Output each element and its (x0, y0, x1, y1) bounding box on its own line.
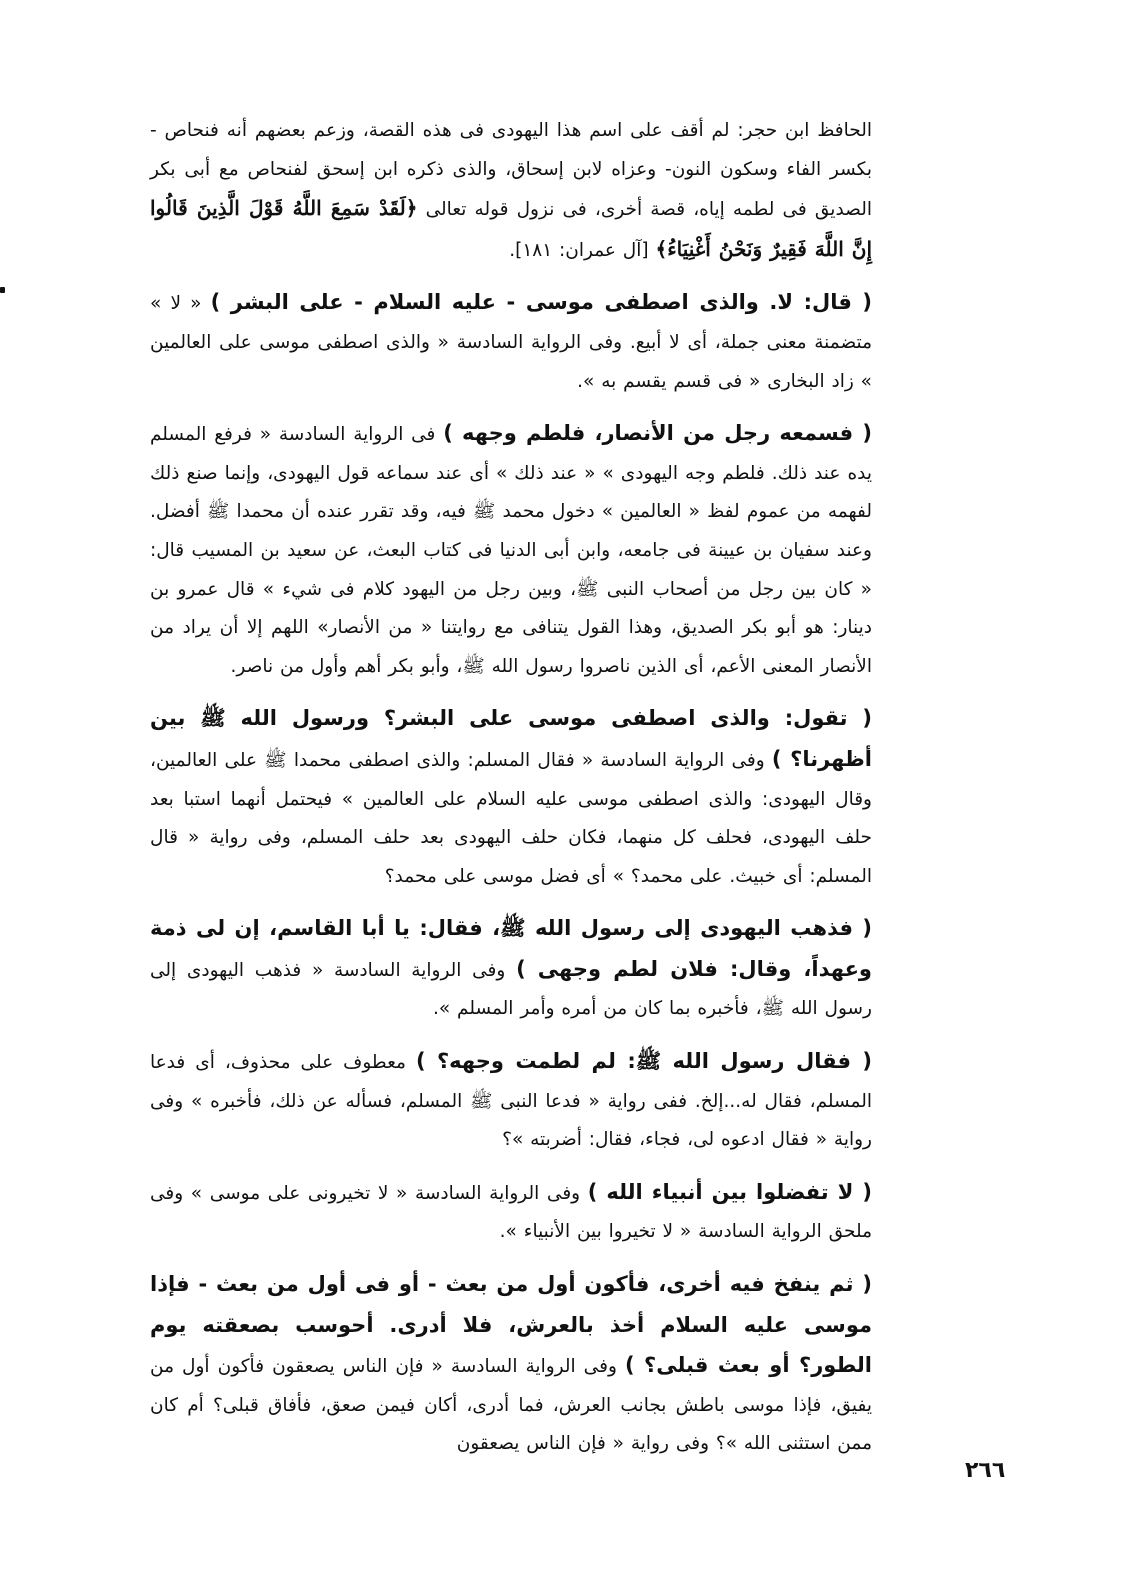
paragraph-text: « لا » متضمنة معنى جملة، أى لا أبيع. وفى الرواية السادسة « والذى اصطفى موسى على العالمين » زاد البخارى « فى قسم يقسم به ». (150, 293, 872, 392)
paragraph-5 (150, 909, 872, 1029)
paragraph-text: معطوف على محذوف، أى فدعا المسلم، فقال له...إلخ. ففى رواية « فدعا النبى ﷺ المسلم، فسأله عن ذلك، فأخبره » وفى رواية « فقال ادعوه لى، فجاء، فقال: أضربته »؟ (150, 1052, 872, 1151)
paragraph-3 (150, 414, 872, 686)
paragraph-4 (150, 699, 872, 896)
margin-mark (0, 287, 5, 293)
paragraph-8 (150, 1265, 872, 1464)
paragraph-6 (150, 1042, 872, 1160)
paragraph-text: الحافظ ابن حجر: لم أقف على اسم هذا اليهودى فى هذه القصة، وزعم بعضهم أنه فنحاص - بكسر الفاء وسكون النون- وعزاه لابن إسحاق، والذى ذكره ابن إسحق لفنحاص مع أبى بكر الصديق فى لطمه إياه، قصة أخرى، فى نزول قوله تعالى (150, 120, 872, 221)
paragraph-heading: ( قال: لا. والذى اصطفى موسى - عليه السلام - على البشر ) (210, 290, 872, 315)
paragraph-heading: ( لا تفضلوا بين أنبياء الله ) (587, 1179, 872, 1204)
paragraph-1 (150, 112, 872, 270)
paragraph-heading: ( فسمعه رجل من الأنصار، فلطم وجهه ) (443, 421, 872, 446)
page-body (150, 112, 872, 1464)
paragraph-text: فى الرواية السادسة « فرفع المسلم يده عند ذلك. فلطم وجه اليهودى » « عند ذلك » أى عند سماعه قول اليهودى، وإنما صنع ذلك لفهمه من عموم لفظ « العالمين » دخول محمد ﷺ فيه، وقد تقرر عنده أن محمدا ﷺ أفضل. وعند سفيان بن عيينة فى جامعه، وابن أبى الدنيا فى كتاب البعث، عن سعيد بن المسيب قال: « كان بين رجل من أصحاب النبى ﷺ، وبين رجل من اليهود كلام فى شيء » قال عمرو بن دينار: هو أبو بكر الصديق، وهذا القول يتنافى مع روايتنا « من الأنصار» اللهم إلا أن يراد من الأنصار المعنى الأعم، أى الذين ناصروا رسول الله ﷺ، وأبو بكر أهم وأول من ناصر. (150, 424, 872, 677)
paragraph-heading: ( تقول: والذى اصطفى موسى على البشر؟ ورسول الله ﷺ بين أظهرنا؟ ) (150, 706, 872, 771)
paragraph-text: وفى الرواية السادسة « لا تخيرونى على موسى » وفى ملحق الرواية السادسة « لا تخيروا بين الأنبياء ». (150, 1182, 872, 1243)
paragraph-text: وفى الرواية السادسة « فذهب اليهودى إلى رسول الله ﷺ، فأخبره بما كان من أمره وأمر المسلم ». (150, 959, 872, 1020)
paragraph-heading: ( فقال رسول الله ﷺ: لم لطمت وجهه؟ ) (415, 1049, 872, 1074)
paragraph-heading: ( فذهب اليهودى إلى رسول الله ﷺ، فقال: يا أبا القاسم، إن لى ذمة وعهداً، وقال: فلان لطم وجهى ) (150, 916, 872, 981)
page-number: ٢٦٦ (965, 1458, 1006, 1483)
paragraph-7 (150, 1173, 872, 1252)
paragraph-2 (150, 283, 872, 401)
verse-reference: [آل عمران: ١٨١]. (509, 239, 649, 261)
paragraph-text: وفى الرواية السادسة « فإن الناس يصعقون فأكون أول من يفيق، فإذا موسى باطش بجانب العرش، فما أدرى، أكان فيمن صعق، فأفاق قبلى؟ أم كان ممن استثنى الله »؟ وفى رواية « فإن الناس يصعقون (150, 1356, 872, 1455)
quran-verse: ﴿لَقَدْ سَمِعَ اللَّهُ قَوْلَ الَّذِينَ قَالُوا إِنَّ اللَّهَ فَقِيرٌ وَنَحْنُ أَغْنِيَاءُ﴾ (150, 196, 872, 261)
paragraph-heading: ( ثم ينفخ فيه أخرى، فأكون أول من بعث - أو فى أول من بعث - فإذا موسى عليه السلام أخذ بالعرش، فلا أدرى. أحوسب بصعقته يوم الطور؟ أو بعث قبلى؟ ) (150, 1272, 872, 1378)
paragraph-text: وفى الرواية السادسة « فقال المسلم: والذى اصطفى محمدا ﷺ على العالمين، وقال اليهودى: والذى اصطفى موسى عليه السلام على العالمين » فيحتمل أنهما استبا بعد حلف اليهودى، فحلف كل منهما، فكان حلف اليهودى بعد حلف المسلم، وفى رواية « قال المسلم: أى خبيث. على محمد؟ » أى فضل موسى على محمد؟ (150, 749, 872, 887)
